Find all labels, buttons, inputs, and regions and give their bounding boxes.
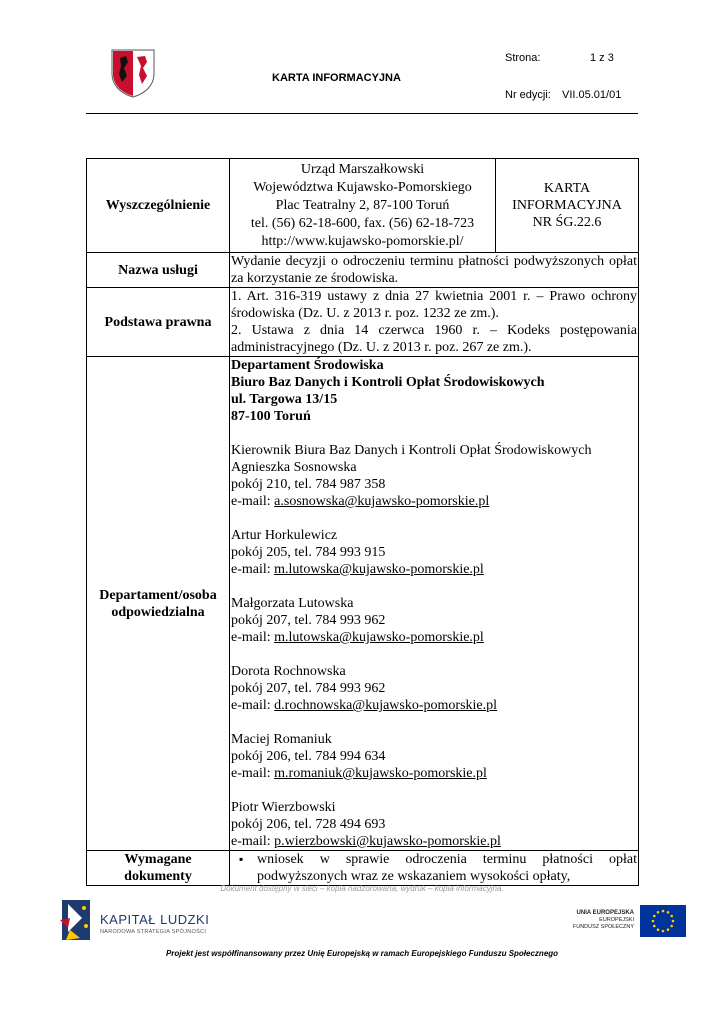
office-address (230, 159, 496, 253)
email-label: e-mail: (231, 630, 275, 645)
person-room: pokój 207, tel. 784 993 962 (231, 613, 386, 628)
person-name: Piotr Wierzbowski (231, 800, 336, 815)
eu-fund-line: FUNDUSZ SPOŁECZNY (572, 924, 634, 930)
person-email-row (231, 629, 637, 646)
coat-of-arms-icon (110, 48, 156, 98)
eu-flag-icon (640, 905, 686, 937)
row-label-line: dokumenty (124, 869, 192, 884)
row-label-legal-basis: Podstawa prawna (87, 288, 230, 357)
eu-title: UNIA EUROPEJSKA (576, 910, 634, 916)
person-title: Kierownik Biura Baz Danych i Kontroli Opłat Środowiskowych (231, 443, 592, 458)
email-label: e-mail: (231, 766, 275, 781)
department-name: Departament Środowiska (231, 358, 384, 373)
person-room: pokój 210, tel. 784 987 358 (231, 477, 386, 492)
email-link[interactable]: m.lutowska@kujawsko-pomorskie.pl (274, 562, 484, 577)
office-website-link[interactable]: http://www.kujawsko-pomorskie.pl/ (261, 234, 464, 249)
edition-value: VII.05.01/01 (562, 89, 622, 101)
person-room: pokój 206, tel. 728 494 693 (231, 817, 386, 832)
row-label-service-name: Nazwa usługi (87, 253, 230, 288)
table-row (87, 159, 639, 253)
office-region: Województwa Kujawsko-Pomorskiego (253, 180, 472, 195)
footer-project-note: Projekt jest współfinansowany przez Unię Europejską w ramach Europejskiego Funduszu Społecznego (165, 949, 559, 958)
service-name: Wydanie decyzji o odroczeniu terminu płatności podwyższonych opłat za korzystanie ze środowiska. (231, 254, 637, 286)
page-value: 1 z 3 (590, 52, 614, 64)
email-link[interactable]: m.lutowska@kujawsko-pomorskie.pl (274, 630, 484, 645)
person-name: Dorota Rochnowska (231, 664, 346, 679)
person-name: Agnieszka Sosnowska (231, 460, 357, 475)
person-email-row (231, 833, 637, 850)
footer-note: Dokument dostępny w sieci – kopia nadzorowana, wydruk – kopia informacyjna. (220, 884, 504, 893)
person-room: pokój 207, tel. 784 993 962 (231, 681, 386, 696)
documents-list (231, 851, 637, 885)
office-street: Plac Teatralny 2, 87-100 Toruń (275, 198, 450, 213)
card-id (496, 159, 639, 253)
required-documents (230, 851, 639, 886)
row-label-line: Wymagane (124, 852, 192, 867)
table-row (87, 357, 639, 851)
email-link[interactable]: p.wierzbowski@kujawsko-pomorskie.pl (274, 834, 501, 849)
kapital-ludzki-subtitle: NARODOWA STRATEGIA SPÓJNOŚCI (100, 929, 207, 935)
table-row (87, 288, 639, 357)
row-label-department (87, 357, 230, 851)
person-email-row (231, 493, 637, 510)
office-name: Urząd Marszałkowski (300, 162, 425, 177)
row-label-specification: Wyszczególnienie (87, 159, 230, 253)
card-id-line: INFORMACYJNA (512, 198, 622, 213)
kapital-ludzki-logo-icon (56, 896, 96, 946)
email-link[interactable]: a.sosnowska@kujawsko-pomorskie.pl (274, 494, 490, 509)
department-contacts (230, 357, 639, 851)
header-title: KARTA INFORMACYJNA (272, 72, 401, 84)
row-label-line: Departament/osoba (99, 587, 217, 603)
department-city: 87-100 Toruń (231, 409, 311, 424)
person-name: Artur Horkulewicz (231, 528, 338, 543)
card-id-line: KARTA (543, 181, 591, 196)
department-street: ul. Targowa 13/15 (231, 392, 338, 407)
person-room: pokój 205, tel. 784 993 915 (231, 545, 386, 560)
legal-basis (230, 288, 639, 357)
legal-basis-item: 2. Ustawa z dnia 14 czerwca 1960 r. – Kodeks postępowania administracyjnego (Dz. U. z 2013 r. poz. 267 ze zm.). (231, 323, 637, 355)
person-room: pokój 206, tel. 784 994 634 (231, 749, 386, 764)
info-card-table (86, 158, 639, 886)
edition-label: Nr edycji: (505, 89, 551, 101)
person-email-row (231, 697, 637, 714)
person-name: Małgorzata Lutowska (231, 596, 354, 611)
email-label: e-mail: (231, 494, 275, 509)
row-label-required-documents (87, 851, 230, 886)
table-row (87, 253, 639, 288)
card-id-number: NR ŚG.22.6 (532, 215, 602, 230)
email-label: e-mail: (231, 698, 275, 713)
person-email-row (231, 561, 637, 578)
email-label: e-mail: (231, 562, 275, 577)
office-phone: tel. (56) 62-18-600, fax. (56) 62-18-723 (250, 216, 475, 231)
eu-text (560, 910, 634, 931)
header-divider (86, 113, 638, 114)
row-label-line: odpowiedzialna (111, 604, 205, 620)
person-name: Maciej Romaniuk (231, 732, 332, 747)
kapital-ludzki-title: KAPITAŁ LUDZKI (100, 912, 210, 927)
table-row (87, 851, 639, 886)
legal-basis-item: 1. Art. 316-319 ustawy z dnia 27 kwietnia 2001 r. – Prawo ochrony środowiska (Dz. U. z 2013 r. poz. 1232 ze zm.). (231, 289, 637, 321)
eu-fund-line: EUROPEJSKI (599, 917, 634, 923)
list-item: ▪ wniosek w sprawie odroczenia terminu płatności opłat podwyższonych wraz ze wskazaniem wysokości opłaty, (257, 851, 637, 885)
email-link[interactable]: m.romaniuk@kujawsko-pomorskie.pl (274, 766, 487, 781)
page-label: Strona: (505, 52, 541, 64)
office-unit: Biuro Baz Danych i Kontroli Opłat Środowiskowych (231, 375, 545, 390)
email-label: e-mail: (231, 834, 275, 849)
person-email-row (231, 765, 637, 782)
email-link[interactable]: d.rochnowska@kujawsko-pomorskie.pl (274, 698, 498, 713)
